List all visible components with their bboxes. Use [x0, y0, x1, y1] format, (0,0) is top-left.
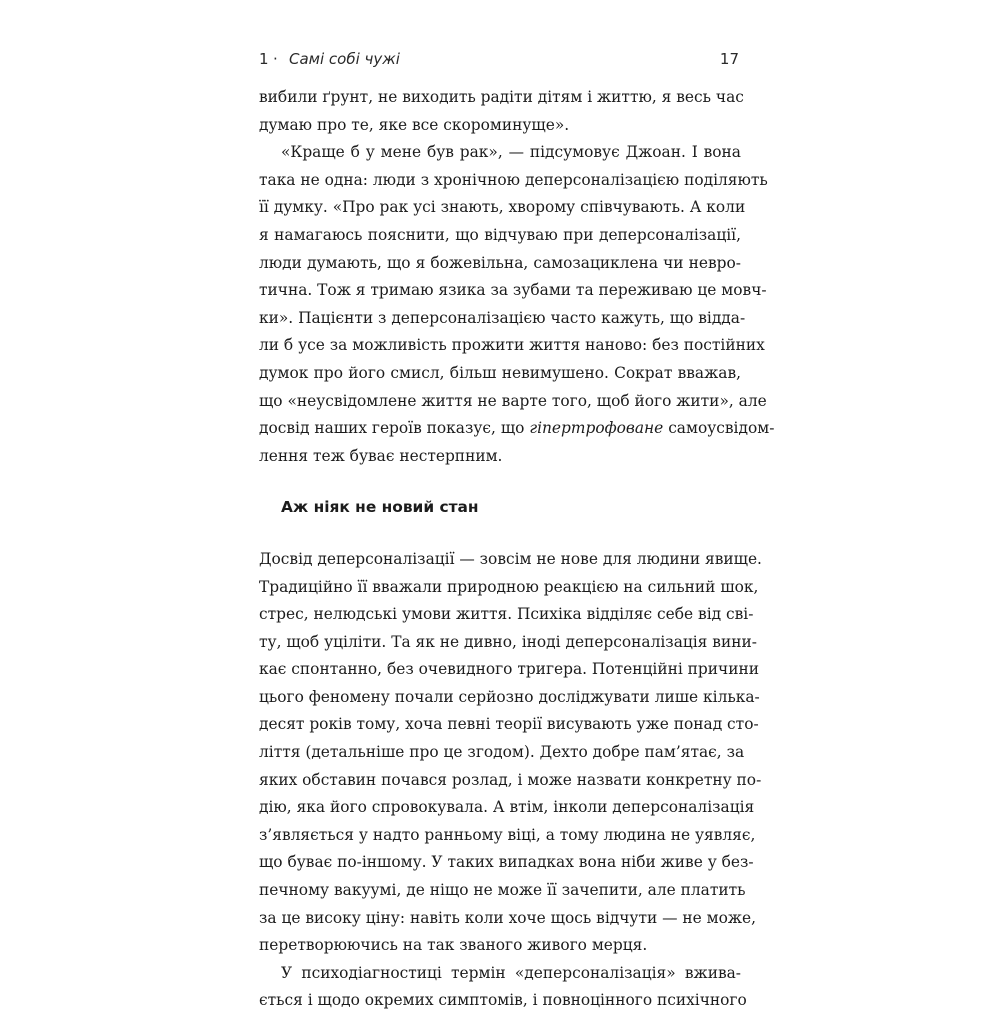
text-line: яких обставин почався розлад, і може назвати конкретну по- [259, 770, 762, 789]
text-line: цього феномену почали серйозно досліджувати лише кілька- [259, 687, 760, 706]
text-line: кає спонтанно, без очевидного тригера. Потенційні причини [259, 660, 759, 679]
text-line: її думку. «Про рак усі знають, хворому співчувають. А коли [259, 198, 746, 217]
section-heading: Аж ніяк не новий стан [281, 498, 479, 517]
text-line: стрес, нелюдські умови життя. Психіка відділяє себе від сві- [259, 605, 754, 624]
body-text [259, 84, 775, 1015]
text-line: лення теж буває нестерпним. [259, 446, 503, 465]
chapter-title: Самі собі чужі [289, 50, 400, 68]
text-line: думаю про те, яке все скороминуще». [259, 115, 570, 134]
chapter-number: 1 [259, 50, 269, 68]
running-head-separator: · [273, 50, 278, 68]
text-line: люди думають, що я божевільна, самозациклена чи невро- [259, 253, 741, 272]
text-line: Досвід деперсоналізації — зовсім не нове для людини явище. [259, 549, 762, 568]
text-line: я намагаюсь пояснити, що відчуваю при деперсоналізації, [259, 225, 741, 244]
text-line: досвід наших героїв показує, що гіпертрофоване самоусвідом- [259, 419, 775, 438]
text-line: Традиційно її вважали природною реакцією на сильний шок, [259, 577, 759, 596]
running-head [259, 48, 739, 72]
text-line: що «неусвідомлене життя не варте того, щоб його жити», але [259, 391, 767, 410]
text-line: ється і щодо окремих симптомів, і повноцінного психічного [259, 991, 747, 1010]
page-number: 17 [719, 50, 739, 68]
text-line: «Краще б у мене був рак», — підсумовує Джоан. І вона [281, 143, 741, 162]
text-line: дію, яка його спровокувала. А втім, інколи деперсоналізація [259, 798, 755, 817]
text-line: що буває по-іншому. У таких випадках вона ніби живе у без- [259, 853, 754, 872]
text-line: ки». Пацієнти з деперсоналізацією часто кажуть, що відда- [259, 308, 746, 327]
text-line: вибили ґрунт, не виходить радіти дітям і життю, я весь час [259, 88, 744, 106]
text-line: десят років тому, хоча певні теорії висувають уже понад сто- [259, 715, 759, 734]
paragraph-block-2 [259, 546, 762, 1015]
paragraph-block-1 [259, 84, 775, 470]
text-line: перетворюючись на так званого живого мерця. [259, 936, 648, 955]
text-line: за це високу ціну: навіть коли хоче щось відчути — не може, [259, 908, 757, 927]
text-line: ту, щоб уціліти. Та як не дивно, іноді деперсоналізація вини- [259, 632, 757, 651]
text-line: така не одна: люди з хронічною деперсоналізацією поділяють [259, 170, 768, 189]
text-line: У психодіагностиці термін «деперсоналізація» вжива- [281, 963, 741, 982]
text-line: тична. Тож я тримаю язика за зубами та переживаю це мовч- [259, 281, 767, 300]
text-line: ліття (детальніше про це згодом). Дехто добре пам’ятає, за [259, 743, 745, 762]
text-line: думок про його смисл, більш невимушено. Сократ вважав, [259, 363, 741, 382]
text-line: з’являється у надто ранньому віці, а тому людина не уявляє, [259, 825, 756, 844]
emphasized-word: гіпертрофоване [529, 419, 664, 438]
text-line: ли б усе за можливість прожити життя наново: без постійних [259, 336, 765, 355]
text-line: печному вакуумі, де ніщо не може її зачепити, але платить [259, 881, 746, 900]
